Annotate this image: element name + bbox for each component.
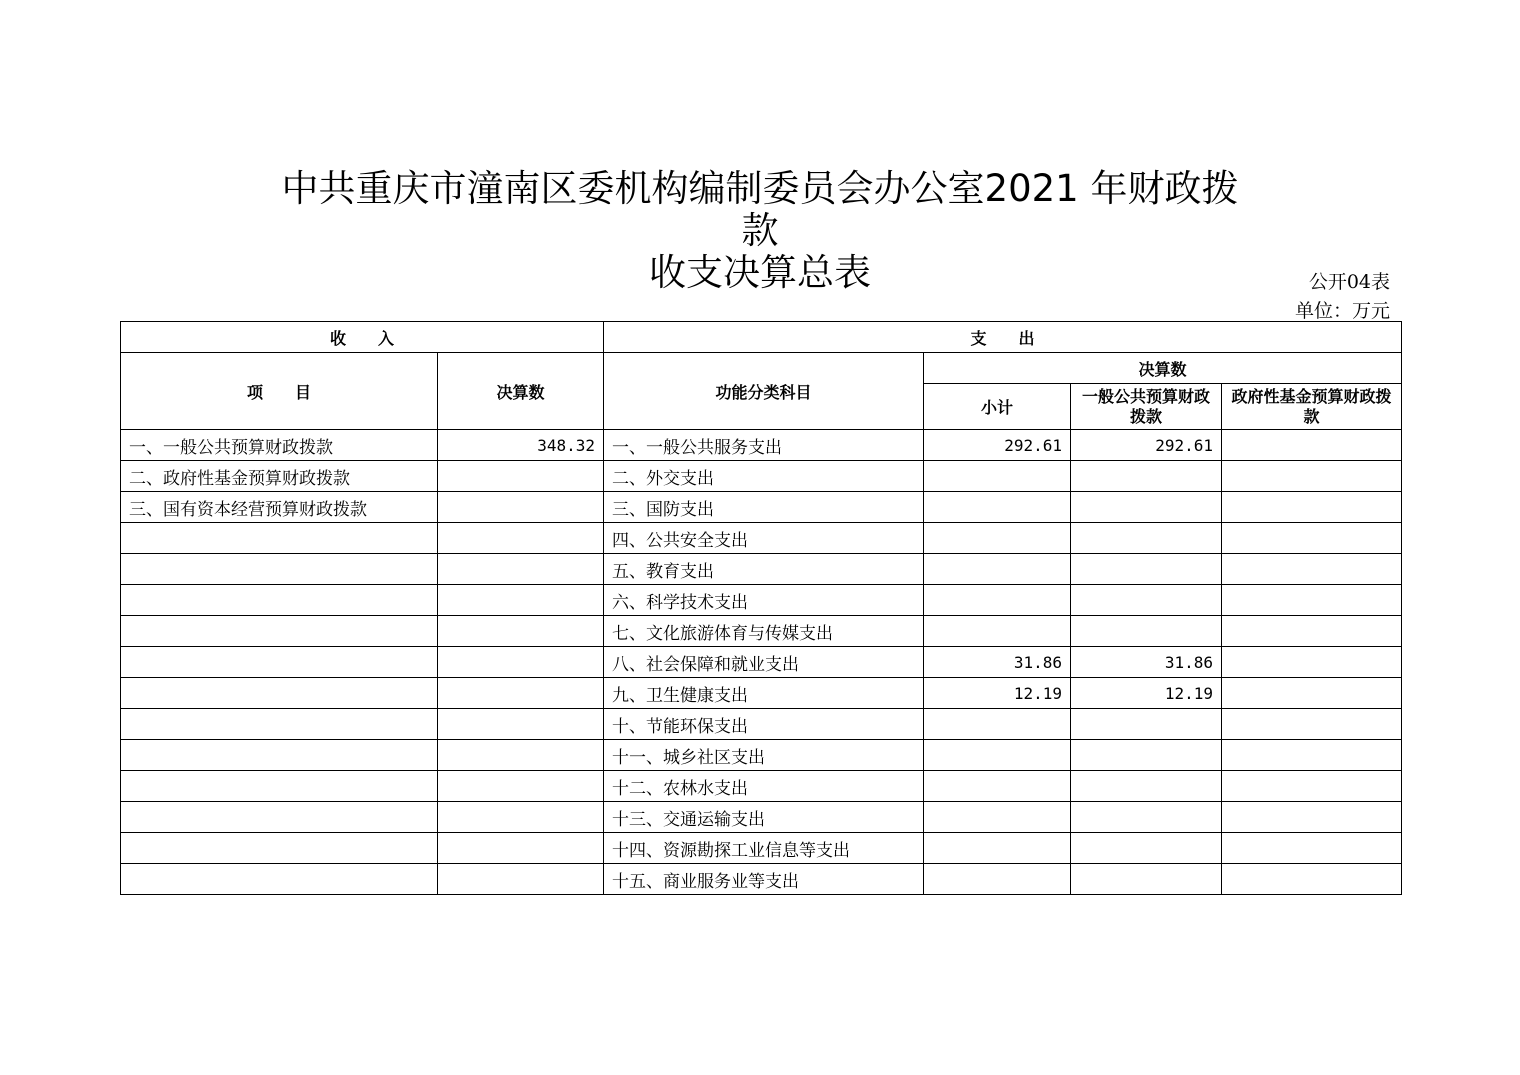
title-line-3-text: 收支决算总表 <box>649 251 871 294</box>
income-item-cell <box>121 647 438 678</box>
table-row <box>121 492 1402 523</box>
general-budget-cell <box>1071 802 1222 833</box>
income-value-cell <box>438 554 604 585</box>
header-expenditure: 支 出 <box>604 322 1402 353</box>
general-budget-cell <box>1071 864 1222 895</box>
table-row <box>121 678 1402 709</box>
income-value-cell <box>438 616 604 647</box>
income-value-cell <box>438 709 604 740</box>
fund-budget-cell <box>1222 864 1402 895</box>
fund-budget-cell <box>1222 740 1402 771</box>
expenditure-item-cell: 十一、城乡社区支出 <box>604 740 924 771</box>
general-budget-cell <box>1071 616 1222 647</box>
subtotal-cell <box>924 554 1071 585</box>
expenditure-item-cell: 六、科学技术支出 <box>604 585 924 616</box>
expenditure-item-cell: 二、外交支出 <box>604 461 924 492</box>
income-value-cell <box>438 771 604 802</box>
subtotal-cell <box>924 740 1071 771</box>
income-value-cell <box>438 864 604 895</box>
general-budget-cell <box>1071 554 1222 585</box>
income-value-cell <box>438 678 604 709</box>
table-body <box>121 430 1402 895</box>
income-item-cell <box>121 771 438 802</box>
expenditure-item-cell: 一、一般公共服务支出 <box>604 430 924 461</box>
general-budget-cell <box>1071 523 1222 554</box>
fund-budget-cell <box>1222 523 1402 554</box>
subtotal-cell <box>924 771 1071 802</box>
income-item-cell <box>121 585 438 616</box>
fund-budget-cell <box>1222 833 1402 864</box>
income-value-cell: 348.32 <box>438 430 604 461</box>
expenditure-item-cell: 七、文化旅游体育与传媒支出 <box>604 616 924 647</box>
table-row <box>121 616 1402 647</box>
unit-label: 单位：万元 <box>1294 300 1390 322</box>
income-item-cell: 二、政府性基金预算财政拨款 <box>121 461 438 492</box>
income-item-cell <box>121 802 438 833</box>
fund-budget-cell <box>1222 585 1402 616</box>
general-budget-cell: 31.86 <box>1071 647 1222 678</box>
income-item-cell <box>121 709 438 740</box>
income-item-cell <box>121 554 438 585</box>
general-budget-cell <box>1071 461 1222 492</box>
general-budget-cell <box>1071 585 1222 616</box>
table-row <box>121 864 1402 895</box>
subtotal-cell: 292.61 <box>924 430 1071 461</box>
expenditure-item-cell: 五、教育支出 <box>604 554 924 585</box>
header-item: 项 目 <box>121 353 438 430</box>
fiscal-summary-table <box>120 321 1402 895</box>
expenditure-item-cell: 十四、资源勘探工业信息等支出 <box>604 833 924 864</box>
expenditure-item-cell: 十二、农林水支出 <box>604 771 924 802</box>
table-row <box>121 647 1402 678</box>
fund-budget-cell <box>1222 678 1402 709</box>
income-item-cell: 一、一般公共预算财政拨款 <box>121 430 438 461</box>
income-value-cell <box>438 492 604 523</box>
table-row <box>121 833 1402 864</box>
general-budget-cell <box>1071 492 1222 523</box>
table-row <box>121 585 1402 616</box>
table-row <box>121 802 1402 833</box>
subtotal-cell: 31.86 <box>924 647 1071 678</box>
subtotal-cell <box>924 833 1071 864</box>
general-budget-cell <box>1071 709 1222 740</box>
general-budget-cell <box>1071 771 1222 802</box>
general-budget-cell <box>1071 740 1222 771</box>
expenditure-item-cell: 十三、交通运输支出 <box>604 802 924 833</box>
fund-budget-cell <box>1222 554 1402 585</box>
subtotal-cell: 12.19 <box>924 678 1071 709</box>
header-subtotal: 小计 <box>924 384 1071 430</box>
income-item-cell <box>121 864 438 895</box>
income-item-cell: 三、国有资本经营预算财政拨款 <box>121 492 438 523</box>
income-value-cell <box>438 833 604 864</box>
subtotal-cell <box>924 523 1071 554</box>
subtotal-cell <box>924 492 1071 523</box>
fund-budget-cell <box>1222 802 1402 833</box>
fund-budget-cell <box>1222 492 1402 523</box>
income-value-cell <box>438 523 604 554</box>
income-value-cell <box>438 647 604 678</box>
income-item-cell <box>121 523 438 554</box>
subtotal-cell <box>924 585 1071 616</box>
income-item-cell <box>121 740 438 771</box>
general-budget-cell <box>1071 833 1222 864</box>
expenditure-item-cell: 十五、商业服务业等支出 <box>604 864 924 895</box>
header-income: 收 入 <box>121 322 604 353</box>
title-line-2: 款 <box>741 209 779 252</box>
fund-budget-cell <box>1222 616 1402 647</box>
subtotal-cell <box>924 864 1071 895</box>
table-row <box>121 709 1402 740</box>
header-fund-budget: 政府性基金预算财政拨款 <box>1222 384 1402 430</box>
subtotal-cell <box>924 461 1071 492</box>
expenditure-item-cell: 三、国防支出 <box>604 492 924 523</box>
table-row <box>121 430 1402 461</box>
subtotal-cell <box>924 616 1071 647</box>
fund-budget-cell <box>1222 461 1402 492</box>
income-value-cell <box>438 802 604 833</box>
header-function-category: 功能分类科目 <box>604 353 924 430</box>
expenditure-item-cell: 四、公共安全支出 <box>604 523 924 554</box>
general-budget-cell: 292.61 <box>1071 430 1222 461</box>
table-code: 公开04表 <box>1308 271 1390 293</box>
fund-budget-cell <box>1222 430 1402 461</box>
header-general-budget: 一般公共预算财政拨款 <box>1071 384 1222 430</box>
income-item-cell <box>121 678 438 709</box>
subtotal-cell <box>924 802 1071 833</box>
income-item-cell <box>121 833 438 864</box>
income-value-cell <box>438 461 604 492</box>
fund-budget-cell <box>1222 709 1402 740</box>
header-expenditure-amount: 决算数 <box>924 353 1402 384</box>
income-value-cell <box>438 740 604 771</box>
table-row <box>121 554 1402 585</box>
expenditure-item-cell: 九、卫生健康支出 <box>604 678 924 709</box>
table-row <box>121 523 1402 554</box>
expenditure-item-cell: 十、节能环保支出 <box>604 709 924 740</box>
table-row <box>121 461 1402 492</box>
income-item-cell <box>121 616 438 647</box>
header-income-amount: 决算数 <box>438 353 604 430</box>
fund-budget-cell <box>1222 647 1402 678</box>
title-line-1: 中共重庆市潼南区委机构编制委员会办公室2021 年财政拨 <box>281 167 1239 210</box>
income-value-cell <box>438 585 604 616</box>
table-row <box>121 771 1402 802</box>
general-budget-cell: 12.19 <box>1071 678 1222 709</box>
subtotal-cell <box>924 709 1071 740</box>
table-row <box>121 740 1402 771</box>
expenditure-item-cell: 八、社会保障和就业支出 <box>604 647 924 678</box>
fund-budget-cell <box>1222 771 1402 802</box>
